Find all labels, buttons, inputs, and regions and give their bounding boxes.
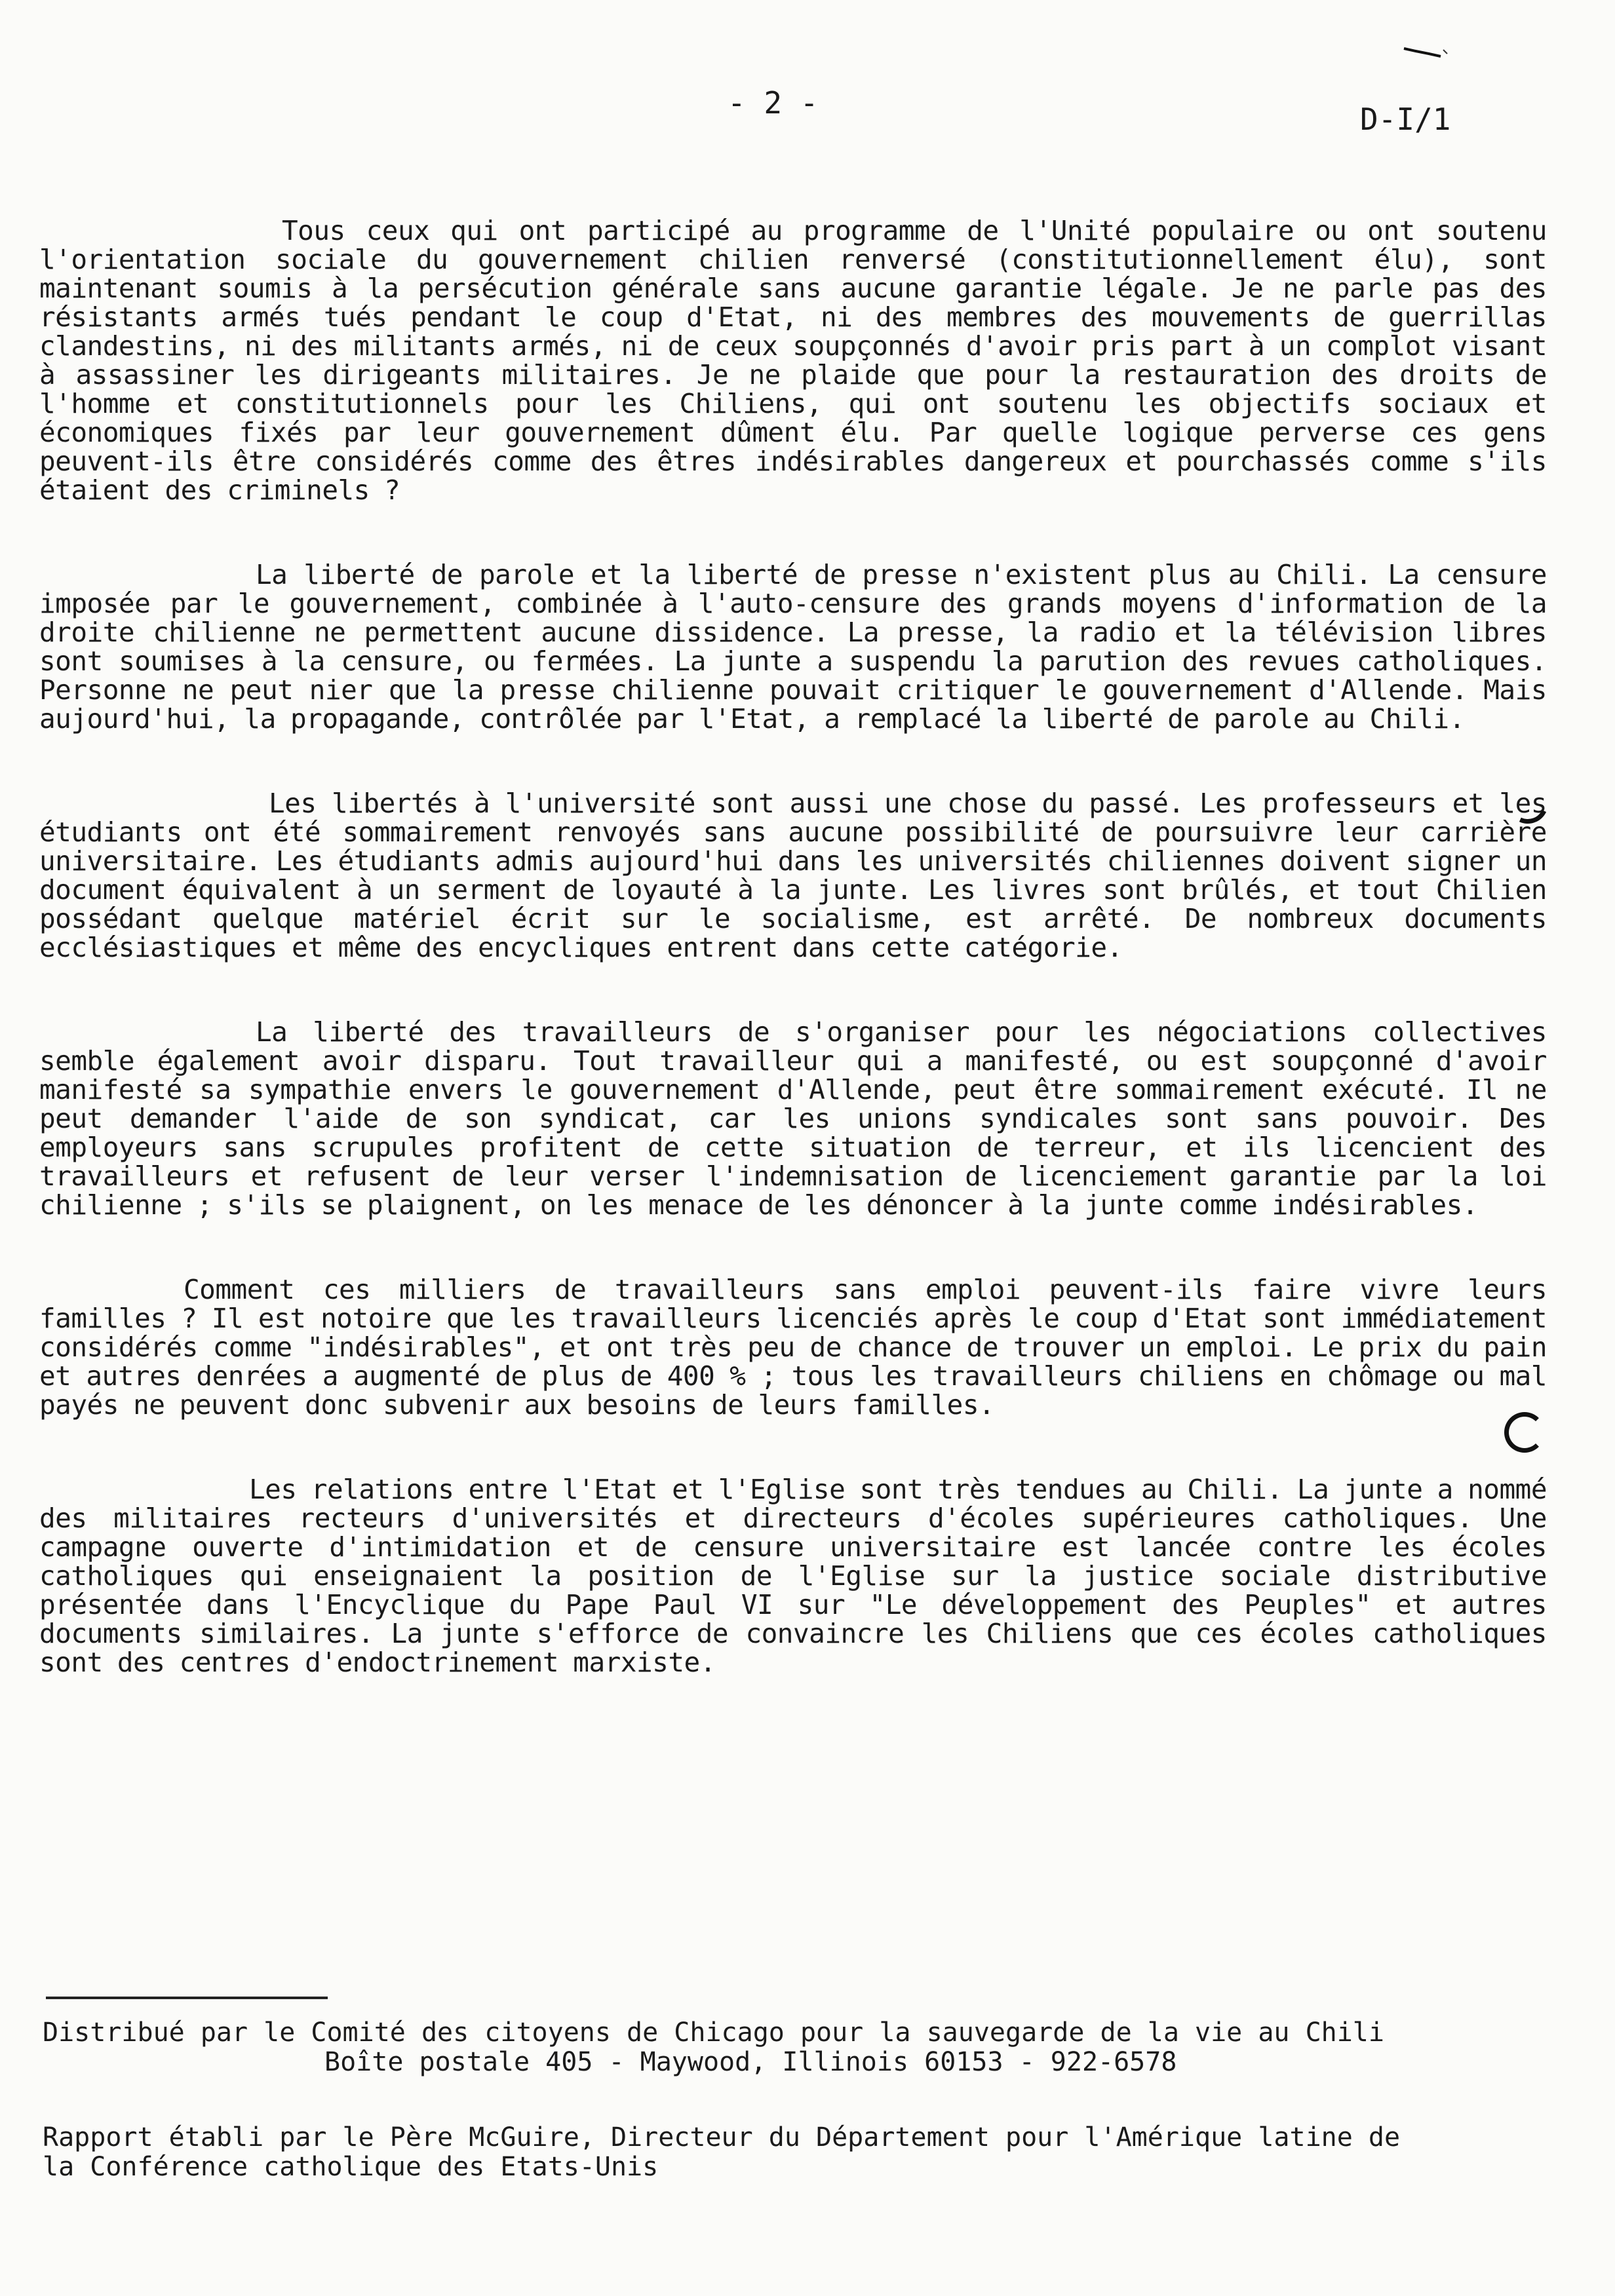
binder-hole-mark [1504,1412,1545,1453]
distribution-line: Distribué par le Comité des citoyens de Chicago pour la sauvegarde de la vie au Chili [43,2018,1384,2048]
report-line: la Conférence catholique des Etats-Unis [43,2152,659,2182]
distribution-note [43,2018,1550,2077]
footnote-divider [46,1997,328,1999]
body-text [39,216,1547,1732]
paragraph-university: Les libertés à l'université sont aussi une chose du passé. Les professeurs et les étudiants ont été sommairement renvoyés sans aucune possibilité de poursuivre leur carrière universitaire. Les étudiants admis aujourd'hui dans les universités chiliennes doivent signer un document équivalent à un serment de loyauté à la junte. Les livres sont brûlés, et tout Chilien possédant quelque matériel écrit sur le socialisme, est arrêté. De nombreux documents ecclésiastiques et même des encycliques entrent dans cette catégorie. [39,788,1547,963]
page-number: - 2 - [728,85,819,121]
paragraph-church-state: Les relations entre l'Etat et l'Eglise sont très tendues au Chili. La junte a nommé des militaires recteurs d'universités et directeurs d'écoles supérieures catholiques. Une campagne ouverte d'intimidation et de censure universitaire est lancée contre les écoles catholiques qui enseignaient la position de l'Eglise sur la justice sociale distributive présentée dans l'Encyclique du Pape Paul VI sur "Le développement des Peuples" et autres documents similaires. La junte s'efforce de convaincre les Chiliens que ces écoles catholiques sont des centres d'endoctrinement marxiste. [39,1474,1547,1678]
paragraph-unemployment: Comment ces milliers de travailleurs sans emploi peuvent-ils faire vivre leurs familles ? Il est notoire que les travailleurs licenciés après le coup d'Etat sont immédiatement considérés comme "indésirables", et ont très peu de chance de trouver un emploi. Le prix du pain et autres denrées a augmenté de plus de 400 % ; tous les travailleurs chiliens en chômage ou mal payés ne peuvent donc subvenir aux besoins de leurs familles. [39,1274,1547,1421]
report-line: Rapport établi par le Père McGuire, Directeur du Département pour l'Amérique latine de [43,2122,1401,2152]
paragraph-workers: La liberté des travailleurs de s'organiser pour les négociations collectives semble également avoir disparu. Tout travailleur qui a manifesté, ou est soupçonné d'avoir manifesté sa sympathie envers le gouvernement d'Allende, peut être sommairement exécuté. Il ne peut demander l'aide de son syndicat, car les unions syndicales sont sans pouvoir. Des employeurs sans scrupules profitent de cette situation de terreur, et ils licencient des travailleurs et refusent de leur verser l'indemnisation de licenciement garantie par la loi chilienne ; s'ils se plaignent, on les menace de les dénoncer à la junte comme indésirables. [39,1016,1547,1221]
paragraph-persecution: Tous ceux qui ont participé au programme de l'Unité populaire ou ont soutenu l'orientation sociale du gouvernement chilien renversé (constitutionnellement élu), sont maintenant soumis à la persécution générale sans aucune garantie légale. Je ne parle pas des résistants armés tués pendant le coup d'Etat, ni des membres des mouvements de guerrillas clandestins, ni des militants armés, ni de ceux soupçonnés d'avoir pris part à un complot visant à assassiner les dirigeants militaires. Je ne plaide que pour la restauration des droits de l'homme et constitutionnels pour les Chiliens, qui ont soutenu les objectifs sociaux et économiques fixés par leur gouvernement dûment élu. Par quelle logique perverse ces gens peuvent-ils être considérés comme des êtres indésirables dangereux et pourchassés comme s'ils étaient des criminels ? [39,215,1547,506]
paragraph-press-freedom: La liberté de parole et la liberté de presse n'existent plus au Chili. La censure imposée par le gouvernement, combinée à l'auto-censure des grands moyens d'information de la droite chilienne ne permettent aucune dissidence. La presse, la radio et la télévision libres sont soumises à la censure, ou fermées. La junte a suspendu la parution des revues catholiques. Personne ne peut nier que la presse chilienne pouvait critiquer le gouvernement d'Allende. Mais aujourd'hui, la propagande, contrôlée par l'Etat, a remplacé la liberté de parole au Chili. [39,559,1547,735]
address-line: Boîte postale 405 - Maywood, Illinois 60153 - 922-6578 [324,2047,1177,2077]
pen-mark [1403,46,1449,59]
document-reference: D-I/1 [1360,102,1451,137]
report-credit [43,2123,1550,2182]
